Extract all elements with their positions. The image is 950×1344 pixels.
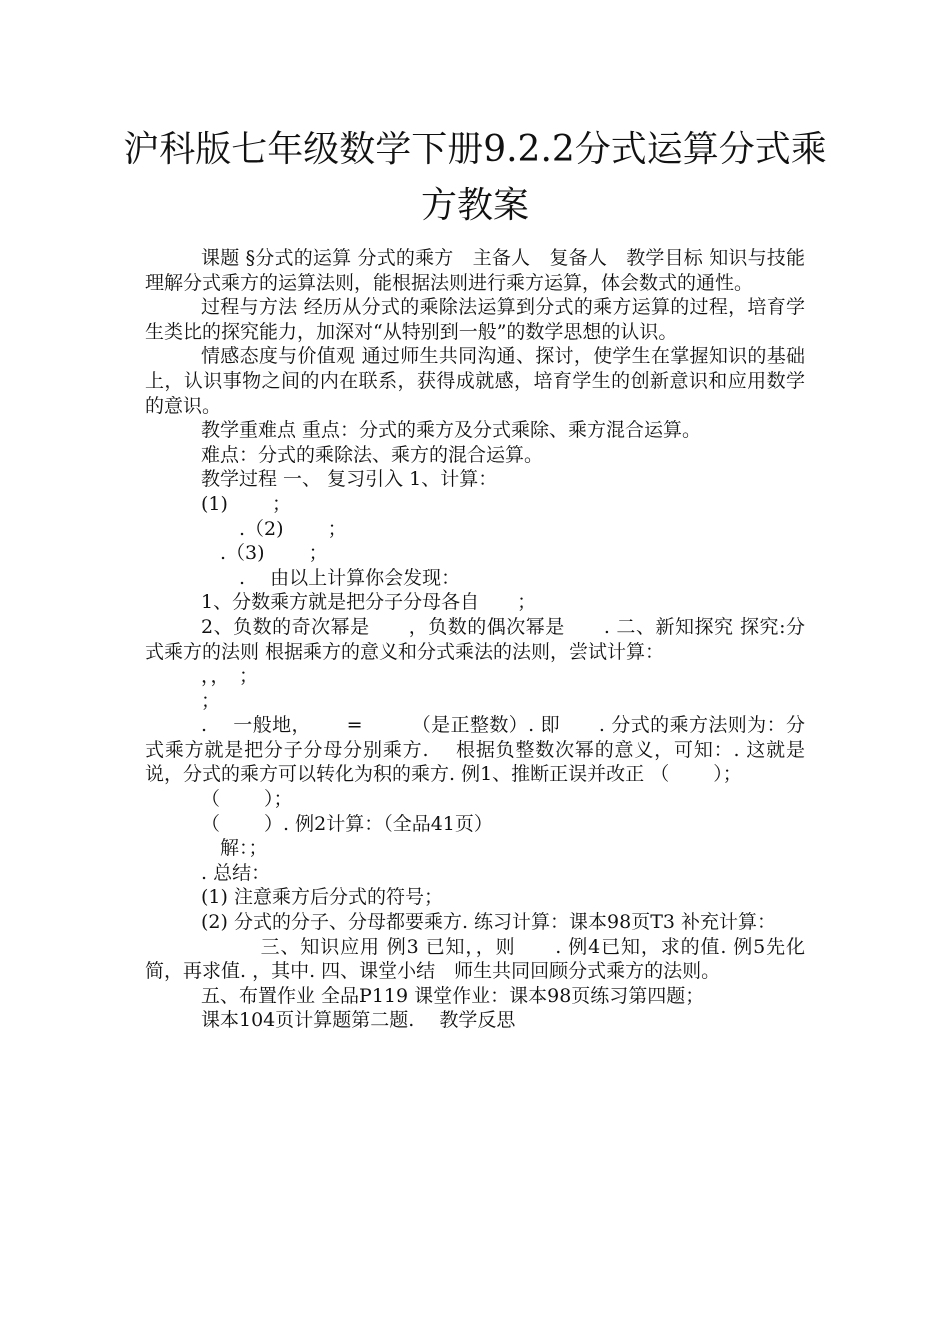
trial-line-2: ； <box>201 689 221 712</box>
paragraph-knowledge-application: 三、知识应用 例3 已知，，则 . 例4已知，求的值. 例5先化简，再求值. ，其中. 四、课堂小结 师生共同回顾分式乘方的法则。 <box>145 935 805 983</box>
document-title: 沪科版七年级数学下册9.2.2分式运算分式乘方教案 <box>123 129 827 226</box>
paragraph-lesson-topic: 课题 §分式的运算 分式的乘方 主备人 复备人 教学目标 知识与技能 理解分式乘方的运算法则，能根据法则进行乘方运算，体会数式的通性。 <box>145 247 805 294</box>
trial-line-1: ，， ； <box>201 665 259 688</box>
paragraph-process-method: 过程与方法 经历从分式的乘除法运算到分式的乘方运算的过程，培育学生类比的探究能力，加深对“从特别到一般”的数学思想的认识。 <box>145 296 805 343</box>
paragraph-teaching-process: 教学过程 一、 复习引入 1、计算： <box>201 468 498 491</box>
homework-line-2: 课本104页计算题第二题. 教学反思 <box>201 1009 516 1032</box>
discovery-line: . 由以上计算你会发现： <box>201 566 461 589</box>
exercise-line-3: .（3) ； <box>201 542 328 565</box>
paragraph-key-points: 教学重难点 重点：分式的乘方及分式乘除、乘方混合运算。 <box>201 419 702 442</box>
finding-line-2: 2、负数的奇次幂是 ，负数的偶次幂是 . 二、新知探究 探究:分式乘方的法则 根据乘方的意义和分式乘法的法则，尝试计算： <box>145 615 805 663</box>
homework-line-1: 五、布置作业 全品P119 课堂作业：课本98页练习第四题； <box>201 984 705 1007</box>
paragraph-emotion-attitude: 情感态度与价值观 通过师生共同沟通、探讨，使学生在掌握知识的基础上，认识事物之间的内在联系，获得成就感，培育学生的创新意识和应用数学的意识。 <box>145 345 805 417</box>
summary-point-2: (2) 分式的分子、分母都要乘方. 练习计算：课本98页T3 补充计算： <box>201 911 777 934</box>
summary-heading: . 总结： <box>201 861 271 884</box>
exercise-line-1: (1) ； <box>201 492 291 515</box>
example-2-line: （ ）. 例2计算：（全品41页） <box>201 812 493 835</box>
summary-point-1: (1) 注意乘方后分式的符号； <box>201 886 443 909</box>
finding-line-1: 1、分数乘方就是把分子分母各自 ； <box>201 591 537 614</box>
exercise-line-2: .（2) ； <box>201 517 347 540</box>
document-body <box>145 246 805 1033</box>
paragraph-difficult-points: 难点：分式的乘除法、乘方的混合运算。 <box>201 443 544 466</box>
example-1-line-2: （ ）； <box>201 788 293 811</box>
solution-line: 解：； <box>201 837 268 860</box>
paragraph-general-rule: . 一般地， = （是正整数）. 即 . 分式的乘方法则为：分式乘方就是把分子分母分别乘方. 根据负整数次幂的意义，可知：. 这就是说，分式的乘方可以转化为积的乘方. 例1、推断正误并改正 （ ）； <box>145 714 805 786</box>
